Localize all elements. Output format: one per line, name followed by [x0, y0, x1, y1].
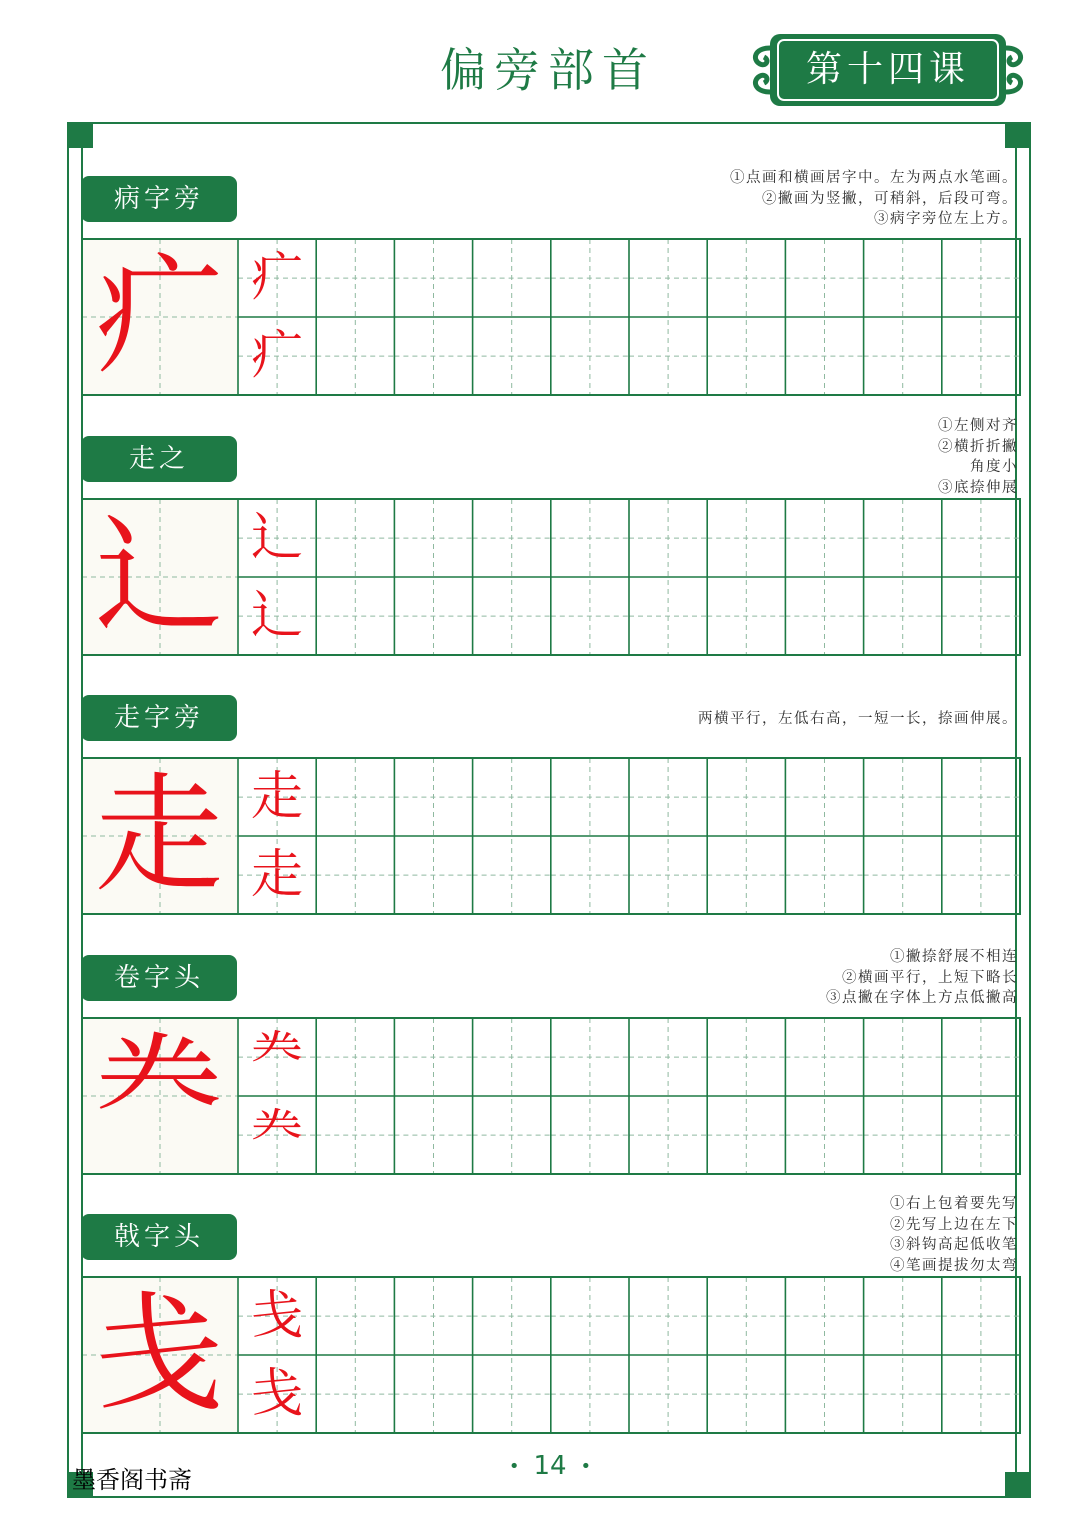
brand-watermark: 墨香阁书斋	[72, 1466, 192, 1494]
lesson-badge	[748, 30, 1028, 110]
note-line: ④笔画提拔勿太弯	[890, 1257, 1018, 1274]
note-line: 角度小	[970, 459, 1018, 475]
trace-character: 走	[250, 845, 303, 905]
section-label: 病字旁	[81, 176, 237, 222]
note-line: ②横折折撇	[938, 438, 1018, 455]
model-character: 龹	[94, 1021, 223, 1170]
section-label: 走字旁	[81, 695, 237, 741]
note-line: ①左侧对齐	[938, 418, 1018, 434]
trace-character: 疒	[250, 326, 303, 386]
practice-grid[interactable]	[81, 1276, 1021, 1434]
note-line: ①点画和横画居字中。左为两点水笔画。	[730, 170, 1018, 186]
model-character: 走	[94, 761, 223, 910]
trace-character: 走	[250, 767, 303, 827]
note-line: ③斜钩高起低收笔	[890, 1237, 1018, 1253]
model-character: 辶	[94, 502, 223, 651]
section-radical	[81, 418, 1021, 676]
page-number-value: 14	[533, 1451, 567, 1481]
note-line: ③病字旁位左上方。	[874, 211, 1018, 227]
practice-grid[interactable]	[81, 498, 1021, 656]
bullet-icon: •	[580, 1455, 592, 1477]
page-number	[490, 1446, 610, 1486]
trace-character: 龹	[250, 1027, 303, 1087]
practice-grid[interactable]	[81, 1017, 1021, 1175]
note-line: ③底捺伸展	[938, 479, 1018, 496]
page-title: 偏旁部首	[440, 43, 656, 97]
section-notes	[890, 1194, 1018, 1276]
section-notes	[938, 416, 1018, 498]
note-line: ③点撇在字体上方点低撇高	[826, 990, 1018, 1006]
model-character: 疒	[94, 242, 223, 391]
section-radical	[81, 1196, 1021, 1454]
trace-character: 辶	[250, 508, 303, 568]
trace-character: 戋	[250, 1286, 303, 1346]
corner-ornament	[1005, 1472, 1031, 1498]
section-notes	[698, 709, 1018, 730]
corner-ornament	[67, 122, 93, 148]
note-line: ①撇捺舒展不相连	[890, 949, 1018, 965]
practice-grid[interactable]	[81, 757, 1021, 915]
note-line: 两横平行，左低右高，一短一长，捺画伸展。	[698, 711, 1018, 727]
lesson-label: 第十四课	[805, 49, 970, 90]
section-label: 走之	[81, 436, 237, 482]
practice-grid[interactable]	[81, 238, 1021, 396]
bullet-icon: •	[508, 1455, 520, 1477]
note-line: ①右上包着要先写	[890, 1196, 1018, 1212]
section-notes	[826, 947, 1018, 1009]
model-character: 戋	[94, 1280, 223, 1429]
note-line: ②横画平行，上短下略长	[842, 969, 1018, 986]
section-label: 戟字头	[81, 1214, 237, 1260]
note-line: ②撇画为竖撇，可稍斜，后段可弯。	[762, 190, 1018, 207]
trace-character: 疒	[250, 248, 303, 308]
trace-character: 龹	[250, 1105, 303, 1165]
note-line: ②先写上边在左下	[890, 1216, 1018, 1233]
section-radical	[81, 695, 1021, 935]
section-label: 卷字头	[81, 955, 237, 1001]
section-radical	[81, 949, 1021, 1195]
trace-character: 戋	[250, 1364, 303, 1424]
section-radical	[81, 170, 1021, 416]
trace-character: 辶	[250, 586, 303, 646]
corner-ornament	[1005, 122, 1031, 148]
section-notes	[730, 168, 1018, 230]
